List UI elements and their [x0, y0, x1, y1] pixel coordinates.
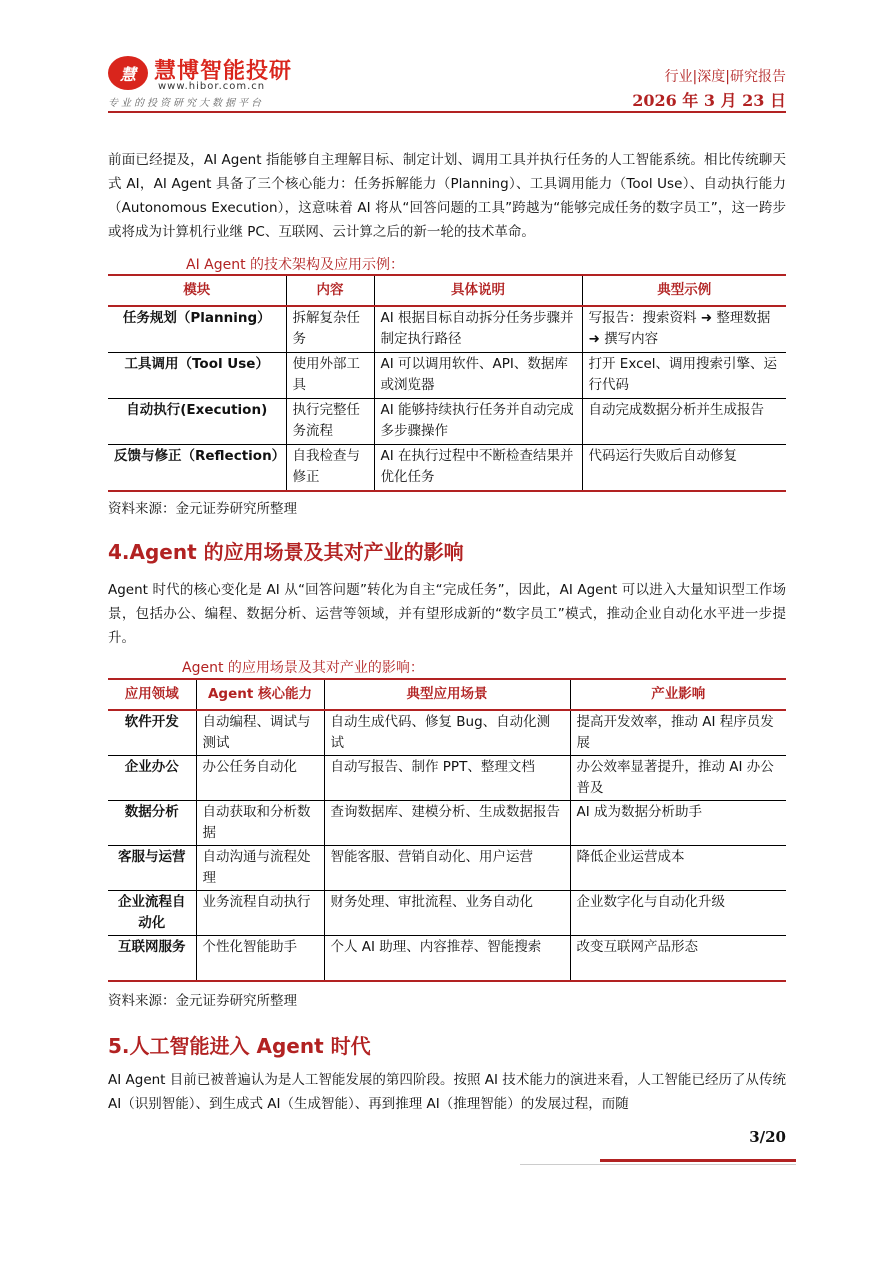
table2-source: 资料来源：金元证券研究所整理 [108, 993, 297, 1009]
table-cell: 企业办公 [108, 756, 196, 801]
table-cell: 数据分析 [108, 801, 196, 846]
table-cell: 自动获取和分析数据 [196, 801, 324, 846]
footer-accent-line [600, 1159, 796, 1162]
table-header-cell: 产业影响 [570, 679, 786, 710]
table-cell: 使用外部工具 [286, 353, 374, 399]
table-cell: 企业数字化与自动化升级 [570, 891, 786, 936]
table-cell: 个性化智能助手 [196, 936, 324, 982]
table-cell: 业务流程自动执行 [196, 891, 324, 936]
table-row [108, 306, 786, 353]
table-cell: 自动沟通与流程处理 [196, 846, 324, 891]
table-header-cell: 典型应用场景 [324, 679, 570, 710]
table-cell: AI 根据目标自动拆分任务步骤并制定执行路径 [374, 306, 582, 353]
table-row [108, 353, 786, 399]
table-cell: 执行完整任务流程 [286, 399, 374, 445]
table-cell: 反馈与修正（Reflection） [108, 445, 286, 492]
table-cell: AI 能够持续执行任务并自动完成多步骤操作 [374, 399, 582, 445]
table-cell: 自动完成数据分析并生成报告 [582, 399, 786, 445]
table-cell: 自动生成代码、修复 Bug、自动化测试 [324, 710, 570, 756]
table-cell: 任务规划（Planning） [108, 306, 286, 353]
table-row [108, 756, 786, 801]
brand-slogan: 专业的投资研究大数据平台 [108, 98, 264, 109]
table-cell: 查询数据库、建模分析、生成数据报告 [324, 801, 570, 846]
table-cell: 提高开发效率，推动 AI 程序员发展 [570, 710, 786, 756]
table-row [108, 710, 786, 756]
table-cell: 互联网服务 [108, 936, 196, 982]
table1-source: 资料来源：金元证券研究所整理 [108, 501, 297, 517]
table-row [108, 445, 786, 492]
page-number: 3/20 [749, 1128, 786, 1146]
table-row [108, 801, 786, 846]
table-cell: 财务处理、审批流程、业务自动化 [324, 891, 570, 936]
table-cell: 降低企业运营成本 [570, 846, 786, 891]
section-4-heading: 4.Agent 的应用场景及其对产业的影响 [108, 540, 464, 564]
table-cell: 个人 AI 助理、内容推荐、智能搜索 [324, 936, 570, 982]
table2-caption: Agent 的应用场景及其对产业的影响： [182, 660, 424, 676]
table-header-cell: 模块 [108, 275, 286, 306]
intro-paragraph: 前面已经提及，AI Agent 指能够自主理解目标、制定计划、调用工具并执行任务的人工智能系统。相比传统聊天式 AI，AI Agent 具备了三个核心能力：任务拆解能力（Planning）、工具调用能力（Tool Use）、自动执行能力（Autonomous Execution），这意味着 AI 将从“回答问题的工具”跨越为“能够完成任务的数字员工”，这一跨步或将成为计算机行业继 PC、互联网、云计算之后的新一轮的技术革命。 [108, 152, 786, 240]
table-header-row [108, 679, 786, 710]
table-cell: 自我检查与修正 [286, 445, 374, 492]
table-cell: 写报告：搜索资料 ➜ 整理数据 ➜ 撰写内容 [582, 306, 786, 353]
table-cell: 企业流程自动化 [108, 891, 196, 936]
section-5-paragraph: AI Agent 目前已被普遍认为是人工智能发展的第四阶段。按照 AI 技术能力的演进来看，人工智能已经历了从传统 AI（识别智能）、到生成式 AI（生成智能）、再到推理 AI（推理智能）的发展过程，而随 [108, 1072, 786, 1112]
table-cell: 代码运行失败后自动修复 [582, 445, 786, 492]
table-cell: AI 在执行过程中不断检查结果并优化任务 [374, 445, 582, 492]
table-cell: 智能客服、营销自动化、用户运营 [324, 846, 570, 891]
table-header-cell: 典型示例 [582, 275, 786, 306]
table-cell: 改变互联网产品形态 [570, 936, 786, 982]
table-cell: 自动执行(Execution) [108, 399, 286, 445]
table-cell: 自动写报告、制作 PPT、整理文档 [324, 756, 570, 801]
table-cell: 自动编程、调试与测试 [196, 710, 324, 756]
architecture-table [108, 274, 786, 492]
header-divider [108, 111, 786, 113]
table-row [108, 891, 786, 936]
table-cell: 办公任务自动化 [196, 756, 324, 801]
table-cell: AI 成为数据分析助手 [570, 801, 786, 846]
table-cell: 办公效率显著提升，推动 AI 办公普及 [570, 756, 786, 801]
table-cell: 打开 Excel、调用搜索引擎、运行代码 [582, 353, 786, 399]
table-header-row [108, 275, 786, 306]
table-header-cell: Agent 核心能力 [196, 679, 324, 710]
footer-divider [520, 1164, 796, 1165]
table1-caption: AI Agent 的技术架构及应用示例： [186, 257, 405, 273]
application-table [108, 678, 786, 982]
table-header-cell: 具体说明 [374, 275, 582, 306]
doc-type: 行业|深度|研究报告 [664, 69, 786, 85]
brand-logo [108, 52, 308, 112]
section-4-paragraph: Agent 时代的核心变化是 AI 从“回答问题”转化为自主“完成任务”，因此，AI Agent 可以进入大量知识型工作场景，包括办公、编程、数据分析、运营等领域，并有望形成新的“数字员工”模式，推动企业自动化水平进一步提升。 [108, 582, 786, 646]
table-cell: AI 可以调用软件、API、数据库或浏览器 [374, 353, 582, 399]
table-cell: 拆解复杂任务 [286, 306, 374, 353]
logo-mark-icon: 慧 [108, 56, 148, 90]
table-row [108, 936, 786, 982]
section-5-heading: 5.人工智能进入 Agent 时代 [108, 1034, 371, 1058]
doc-date: 2026 年 3 月 23 日 [632, 91, 786, 110]
brand-url: www.hibor.com.cn [158, 81, 266, 92]
brand-name: 慧博智能投研 [154, 59, 293, 84]
table-cell: 工具调用（Tool Use） [108, 353, 286, 399]
table-cell: 客服与运营 [108, 846, 196, 891]
table-cell: 软件开发 [108, 710, 196, 756]
table-header-cell: 应用领域 [108, 679, 196, 710]
table-header-cell: 内容 [286, 275, 374, 306]
table-row [108, 399, 786, 445]
table-row [108, 846, 786, 891]
